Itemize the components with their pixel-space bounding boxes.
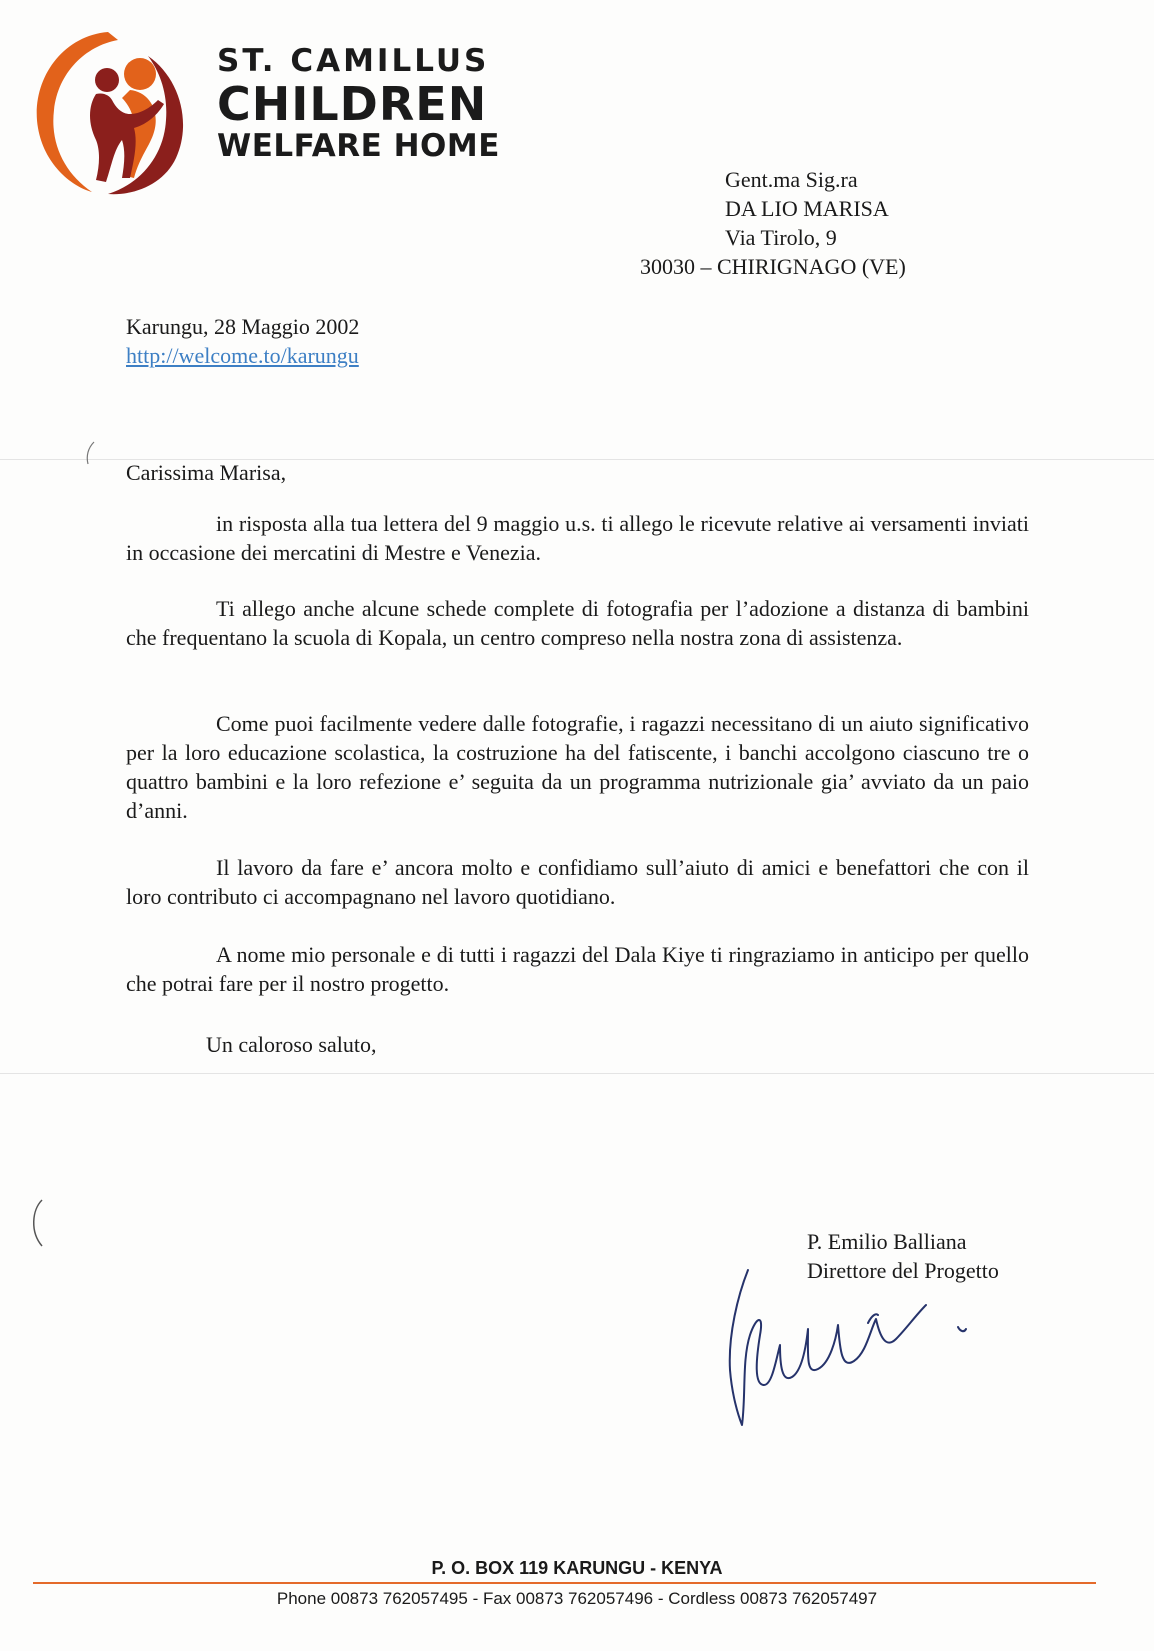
brand-line-1: ST. CAMILLUS [217, 43, 490, 79]
date-block [126, 312, 359, 370]
recipient-city: 30030 – CHIRIGNAGO (VE) [640, 254, 906, 279]
body-paragraph-2: Ti allego anche alcune schede complete di fotografia per l’adozione a distanza di bambini che frequentano la scuola di Kopala, un centro compreso nella nostra zona di assistenza. [126, 596, 1029, 650]
handwritten-signature-icon [720, 1265, 1000, 1455]
margin-mark-icon [26, 1198, 46, 1248]
body-paragraph-4: Il lavoro da fare e’ ancora molto e confidiamo sull’aiuto di amici e benefattori che con il loro contributo ci accompagnano nel lavoro quotidiano. [126, 855, 1029, 909]
recipient-city-block [640, 252, 906, 281]
two-children-hugging-logo-icon [30, 28, 200, 198]
footer-address: P. O. BOX 119 KARUNGU - KENYA [431, 1558, 723, 1578]
recipient-name: DA LIO MARISA [725, 196, 889, 221]
recipient-salutation: Gent.ma Sig.ra [725, 167, 858, 192]
recipient-address [725, 165, 889, 252]
brand-line-3: WELFARE HOME [217, 128, 500, 164]
place-date: Karungu, 28 Maggio 2002 [126, 314, 360, 339]
body-paragraph-1: in risposta alla tua lettera del 9 maggio u.s. ti allego le ricevute relative ai versamenti inviati in occasione dei mercatini di Mestre e Venezia. [126, 511, 1029, 565]
closing: Un caloroso saluto, [206, 1032, 377, 1057]
margin-mark-icon [82, 440, 96, 466]
page-fold-line [0, 1073, 1154, 1074]
signer-name: P. Emilio Balliana [807, 1229, 967, 1254]
body-paragraph-5: A nome mio personale e di tutti i ragazzi del Dala Kiye ti ringraziamo in anticipo per quello che potrai fare per il nostro progetto. [126, 942, 1029, 996]
footer-rule [33, 1582, 1096, 1584]
website-link[interactable]: http://welcome.to/karungu [126, 343, 359, 368]
recipient-street: Via Tirolo, 9 [725, 225, 837, 250]
body-paragraph-3: Come puoi facilmente vedere dalle fotografie, i ragazzi necessitano di un aiuto significativo per la loro educazione scolastica, la costruzione ha del fatiscente, i banchi accolgono ciascuno tre o quattro bambini e la loro refezione e’ seguita da un programma nutrizionale gia’ avviato da un paio d’anni. [126, 711, 1029, 823]
brand-line-2: CHILDREN [217, 77, 488, 131]
footer-contacts: Phone 00873 762057495 - Fax 00873 762057496 - Cordless 00873 762057497 [276, 1589, 878, 1608]
greeting: Carissima Marisa, [126, 460, 287, 485]
signer-title: Direttore del Progetto [807, 1258, 999, 1283]
organization-name [217, 43, 500, 164]
